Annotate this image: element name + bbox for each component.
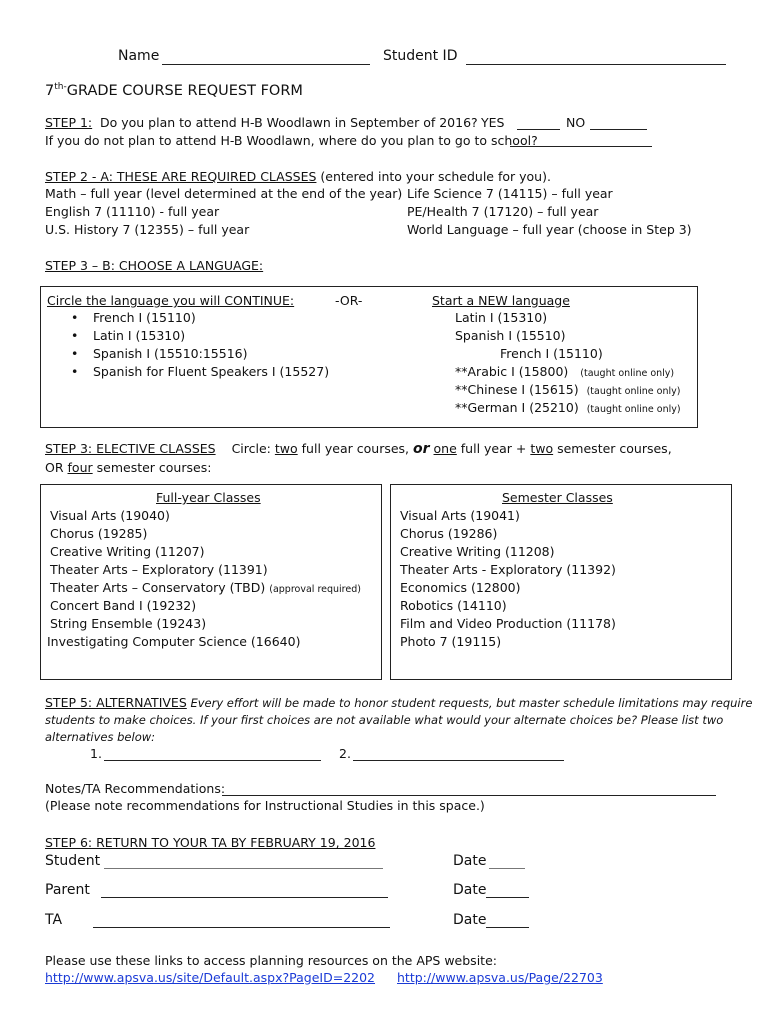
parent-date-label: Date (453, 882, 487, 898)
semester-courses-text: semester courses, (557, 441, 672, 456)
online-note: (taught online only) (586, 386, 681, 397)
semester-class[interactable]: Robotics (14110) (400, 598, 507, 613)
ta-date-field[interactable] (486, 927, 529, 928)
continue-language-item[interactable]: • Latin I (15310) (47, 327, 329, 345)
no-label: NO (566, 115, 586, 130)
full-year-class[interactable]: Visual Arts (19040) (50, 508, 170, 523)
required-classes-left (45, 185, 402, 239)
planning-link-1[interactable]: http://www.apsva.us/site/Default.aspx?PageID=2202 (45, 970, 376, 985)
student-id-label: Student ID (383, 48, 458, 64)
alternative-1-field[interactable] (104, 760, 321, 761)
new-language-item[interactable] (455, 309, 547, 327)
full-year-heading: Full-year Classes (156, 490, 261, 505)
continue-language-item[interactable]: • French I (15110) (47, 309, 329, 327)
ta-signature-field[interactable] (93, 927, 390, 928)
required-class: Life Science 7 (14115) – full year (407, 186, 613, 201)
alternative-2-field[interactable] (353, 760, 564, 761)
count-two: two (274, 441, 298, 456)
required-class: World Language – full year (choose in Step 3) (407, 222, 692, 237)
title-grade: 7 (45, 82, 55, 99)
semester-class[interactable]: Economics (12800) (400, 580, 521, 595)
required-class: PE/Health 7 (17120) – full year (407, 204, 599, 219)
semester-class[interactable]: Creative Writing (11208) (400, 544, 555, 559)
new-language-item[interactable] (500, 345, 603, 363)
no-field[interactable] (590, 129, 647, 130)
student-date-field[interactable] (489, 868, 525, 869)
step6-heading: STEP 6: RETURN TO YOUR TA BY FEBRUARY 19, 2016 (45, 835, 376, 850)
semester-class[interactable]: Visual Arts (19041) (400, 508, 520, 523)
step5-text-line1 (45, 695, 752, 710)
full-year-courses-text: full year courses, (301, 441, 410, 456)
notes-label: Notes/TA Recommendations: (45, 781, 226, 796)
step3-electives-line2 (45, 460, 211, 475)
student-date-label: Date (453, 853, 487, 869)
student-id-field[interactable] (466, 64, 726, 65)
step3b-heading: STEP 3 – B: CHOOSE A LANGUAGE: (45, 258, 264, 273)
alternative-2-number: 2. (339, 746, 351, 761)
step5-text1: Every effort will be made to honor student requests, but master schedule limitations may require (190, 696, 753, 710)
semester-heading: Semester Classes (502, 490, 613, 505)
full-year-class-name: Theater Arts – Conservatory (TBD) (50, 580, 266, 595)
name-field[interactable] (162, 64, 370, 65)
step5-text2: students to make choices. If your first choices are not available what would your alternate choices be? Please list two (45, 713, 724, 727)
new-language-name: **German I (25210) (455, 400, 579, 415)
planning-link-2[interactable]: http://www.apsva.us/Page/22703 (397, 970, 603, 985)
step2a-heading-note: (entered into your schedule for you). (320, 169, 551, 184)
new-language-item[interactable] (455, 327, 566, 345)
count-one: one (433, 441, 457, 456)
title-text: GRADE COURSE REQUEST FORM (66, 82, 303, 99)
or-label-2: OR (45, 460, 64, 475)
new-language-name: Latin I (15310) (455, 310, 548, 325)
footer-text: Please use these links to access planning resources on the APS website: (45, 953, 497, 968)
step1-followup: If you do not plan to attend H-B Woodlawn, where do you plan to go to school? (45, 133, 538, 148)
continue-language-item[interactable]: • Spanish for Fluent Speakers I (15527) (47, 363, 329, 381)
new-language-name: French I (15110) (500, 346, 603, 361)
full-year-class[interactable]: Creative Writing (11207) (50, 544, 205, 559)
yes-label: YES (481, 115, 505, 130)
required-class: English 7 (11110) - full year (45, 204, 220, 219)
parent-date-field[interactable] (486, 897, 529, 898)
student-signature-field[interactable] (104, 868, 383, 869)
semester-list (400, 507, 616, 651)
semester-class[interactable]: Theater Arts - Exploratory (11392) (400, 562, 616, 577)
step5-text3: alternatives below: (45, 730, 156, 744)
circle-label: Circle: (231, 441, 271, 456)
full-year-class[interactable]: Chorus (19285) (50, 526, 148, 541)
semester-class[interactable]: Film and Video Production (11178) (400, 616, 616, 631)
notes-instruction: (Please note recommendations for Instructional Studies in this space.) (45, 798, 485, 813)
alternative-1-number: 1. (90, 746, 102, 761)
semester-class[interactable]: Chorus (19286) (400, 526, 498, 541)
approval-note: (approval required) (269, 584, 361, 595)
title-superscript: th- (54, 82, 67, 92)
full-year-class[interactable]: Theater Arts – Exploratory (11391) (50, 562, 268, 577)
new-language-item[interactable] (455, 381, 680, 401)
online-note: (taught online only) (586, 404, 681, 415)
online-note: (taught online only) (580, 368, 675, 379)
step3-electives-instructions (45, 441, 672, 457)
page-title (45, 82, 303, 99)
step2a-heading-text: STEP 2 - A: THESE ARE REQUIRED CLASSES (45, 169, 317, 184)
parent-signature-field[interactable] (101, 897, 388, 898)
student-label: Student (45, 853, 101, 869)
other-school-field[interactable] (510, 146, 652, 147)
ta-label: TA (45, 912, 63, 928)
full-year-class[interactable]: String Ensemble (19243) (50, 616, 207, 631)
step1-question: Do you plan to attend H-B Woodlawn in September of 2016? (100, 115, 478, 130)
line2-rest: semester courses: (96, 460, 212, 475)
full-year-plus-text: full year + (460, 441, 527, 456)
step2a-heading (45, 169, 551, 184)
notes-field[interactable] (222, 795, 716, 796)
continue-language-list (47, 309, 329, 381)
new-language-name: **Arabic I (15800) (455, 364, 569, 379)
count-two-semester: two (530, 441, 554, 456)
new-language-name: **Chinese I (15615) (455, 382, 579, 397)
step1-label: STEP 1: (45, 115, 93, 130)
or-italic: or (413, 441, 430, 457)
continue-heading: Circle the language you will CONTINUE: (47, 293, 295, 308)
new-language-name: Spanish I (15510) (455, 328, 566, 343)
step5-heading: STEP 5: ALTERNATIVES (45, 695, 187, 710)
new-language-item[interactable] (455, 363, 674, 383)
or-label: -OR- (335, 293, 363, 308)
new-language-item[interactable] (455, 399, 681, 419)
continue-language-item[interactable]: • Spanish I (15510:15516) (47, 345, 329, 363)
semester-class[interactable]: Photo 7 (19115) (400, 634, 502, 649)
new-language-heading: Start a NEW language (432, 293, 570, 308)
full-year-class[interactable]: Investigating Computer Science (16640) (47, 634, 301, 649)
full-year-class[interactable] (50, 579, 361, 597)
count-four: four (67, 460, 93, 475)
full-year-list (47, 507, 361, 651)
full-year-class[interactable]: Concert Band I (19232) (50, 598, 197, 613)
yes-field[interactable] (517, 129, 560, 130)
ta-date-label: Date (453, 912, 487, 928)
step3-electives-heading: STEP 3: ELECTIVE CLASSES (45, 441, 216, 456)
required-class: Math – full year (level determined at the end of the year) (45, 186, 403, 201)
parent-label: Parent (45, 882, 90, 898)
required-classes-right (407, 185, 692, 239)
name-label: Name (118, 48, 160, 64)
required-class: U.S. History 7 (12355) – full year (45, 222, 250, 237)
